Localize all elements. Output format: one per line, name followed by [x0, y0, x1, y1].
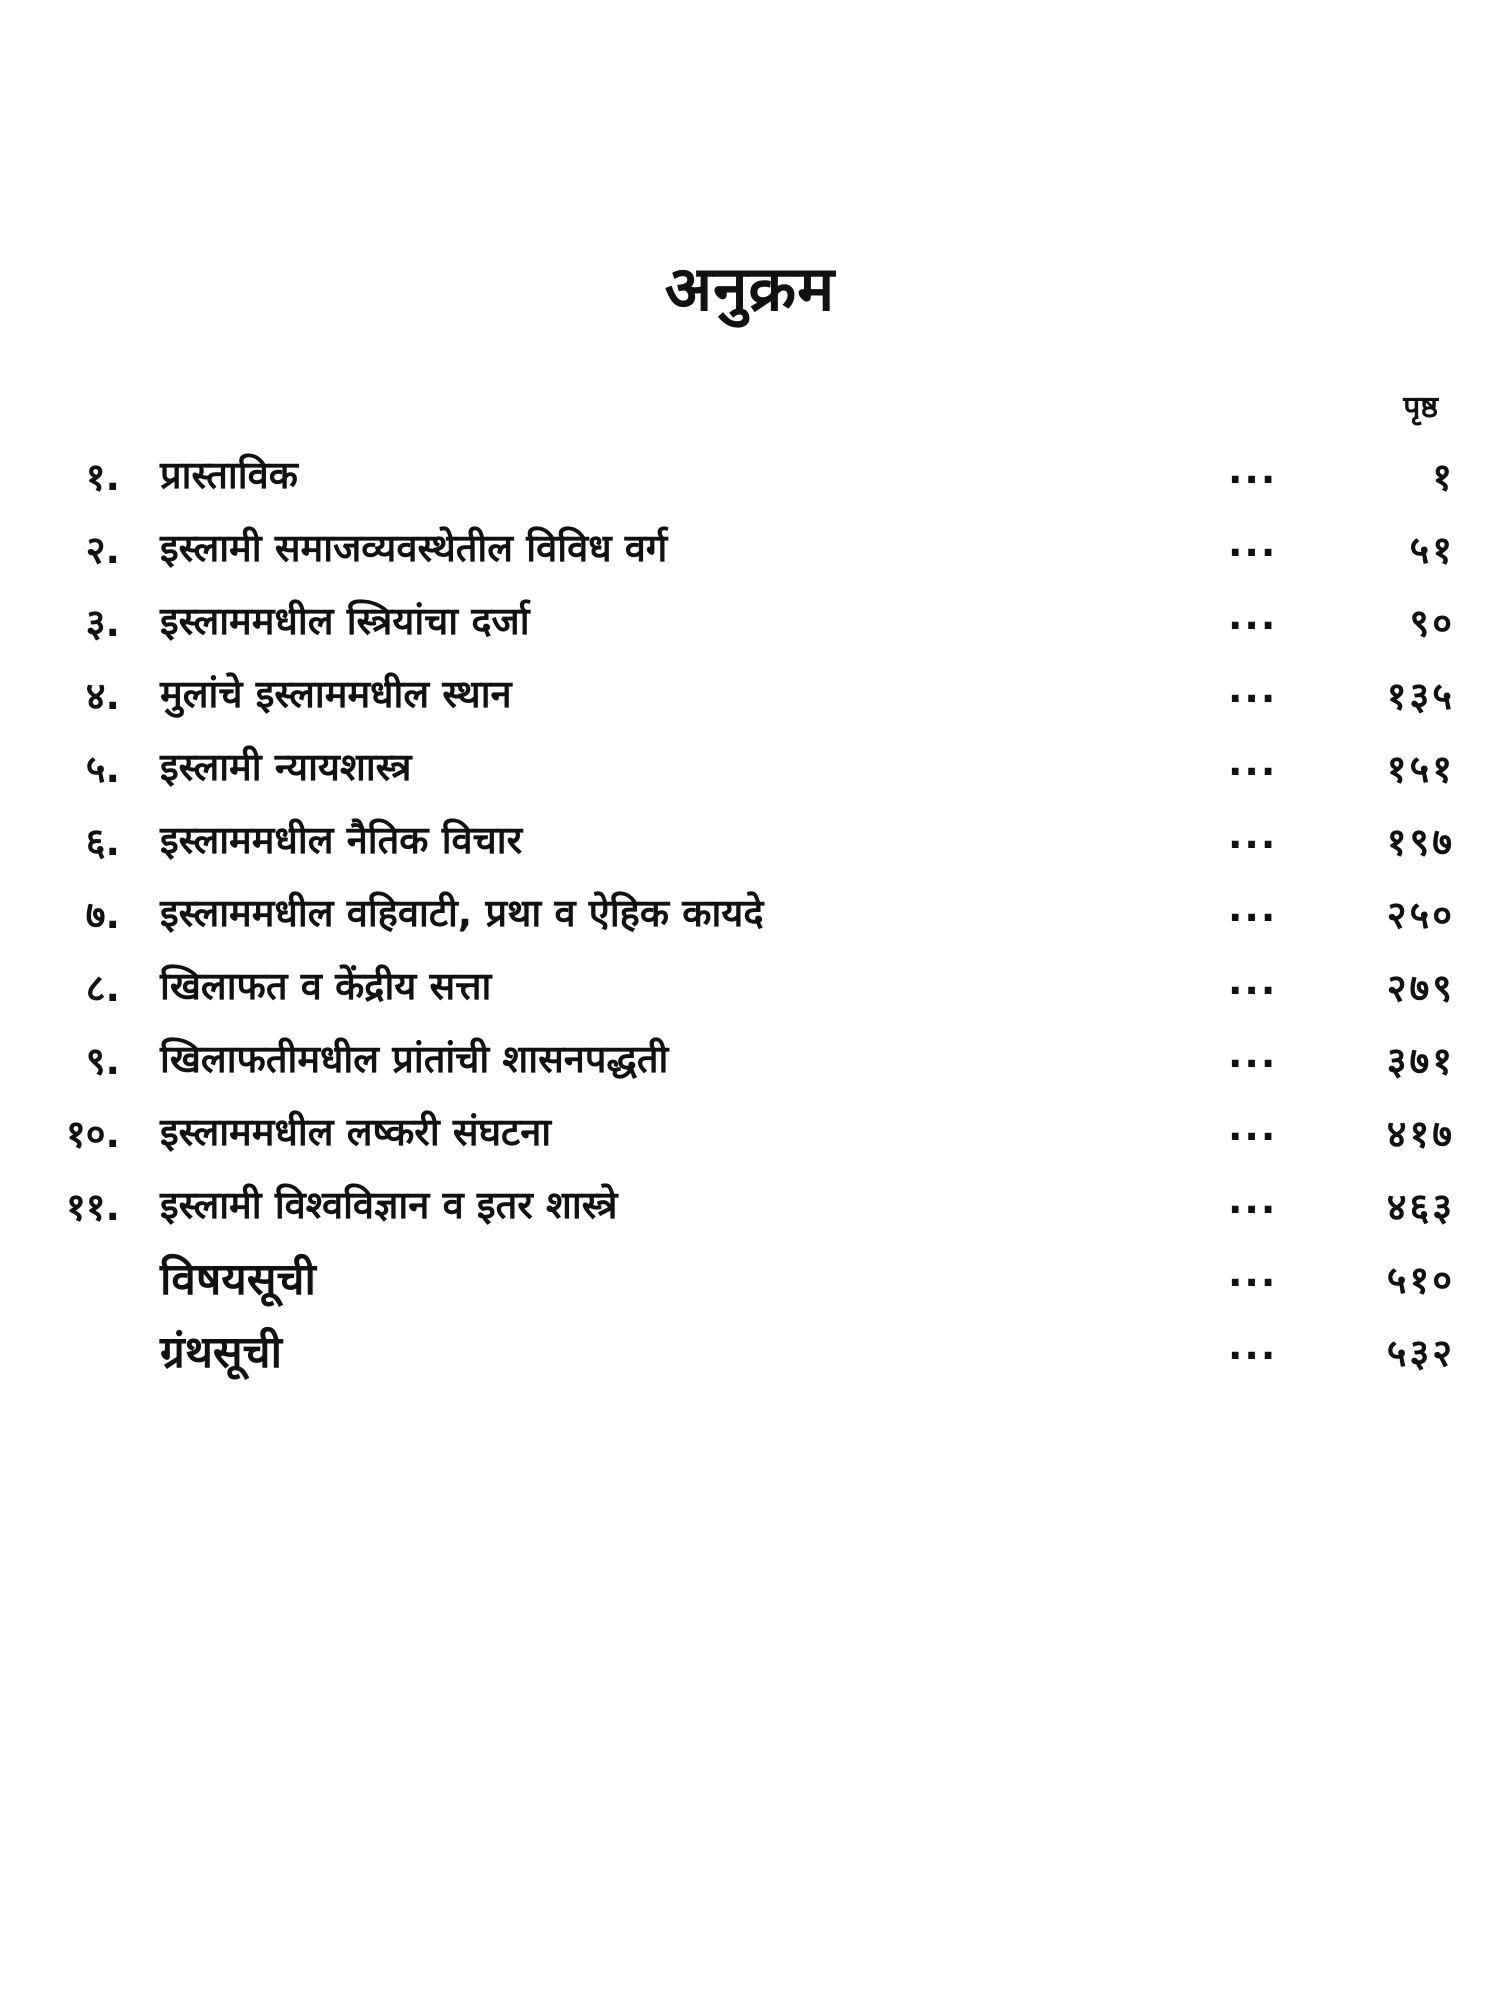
toc-entry-leader: ...	[1228, 740, 1278, 784]
toc-entry	[0, 440, 1500, 513]
toc-entry-page: २५०	[1386, 893, 1455, 937]
page-title: अनुक्रम	[664, 252, 836, 325]
toc-entry	[0, 1243, 1500, 1316]
toc-entry-title: इस्लाममधील वहिवाटी, प्रथा व ऐहिक कायदे	[160, 891, 764, 935]
toc-entry	[0, 805, 1500, 878]
toc-entry-leader: ...	[1228, 959, 1278, 1003]
toc-entry	[0, 586, 1500, 659]
toc-entry	[0, 1316, 1500, 1389]
toc-entry-title: इस्लाममधील नैतिक विचार	[160, 818, 523, 862]
toc-entry-page: ५१	[1409, 528, 1455, 572]
toc-entry-leader: ...	[1228, 1178, 1278, 1222]
toc-entry-page: १	[1432, 455, 1455, 499]
toc-entry	[0, 1024, 1500, 1097]
toc-entry-title: मुलांचे इस्लाममधील स्थान	[160, 672, 512, 716]
toc-entry-title: खिलाफत व केंद्रीय सत्ता	[160, 964, 492, 1008]
toc-entry-leader: ...	[1228, 1324, 1278, 1368]
toc-entry-number: ४.	[85, 674, 120, 718]
toc-entry-title: खिलाफतीमधील प्रांतांची शासनपद्धती	[160, 1037, 669, 1081]
toc-entry-page: ४१७	[1386, 1112, 1455, 1156]
toc-entry-number: ७.	[85, 893, 120, 937]
toc-entry-number: ८.	[85, 966, 120, 1010]
toc-entry-title: इस्लाममधील लष्करी संघटना	[160, 1110, 552, 1154]
toc-entry	[0, 1170, 1500, 1243]
toc-entry-title: इस्लामी विश्वविज्ञान व इतर शास्त्रे	[160, 1183, 618, 1227]
toc-entry-leader: ...	[1228, 886, 1278, 930]
toc-entry-leader: ...	[1228, 1032, 1278, 1076]
toc-entry-page: १९७	[1386, 820, 1455, 864]
toc-entry-number: ३.	[85, 601, 120, 645]
toc-entry-page: १३५	[1386, 674, 1455, 718]
toc-entry-page: ९०	[1409, 601, 1455, 645]
toc-entry-leader: ...	[1228, 1251, 1278, 1295]
toc-entry	[0, 951, 1500, 1024]
toc-entry-title: इस्लामी न्यायशास्त्र	[160, 745, 412, 789]
toc-entry-title: विषयसूची	[160, 1254, 316, 1305]
toc-entry-number: ११.	[66, 1185, 120, 1229]
toc-entry-number: १०.	[66, 1112, 120, 1156]
toc-entry-page: १५१	[1386, 747, 1455, 791]
toc-entry-number: ९.	[85, 1039, 120, 1083]
toc-entry	[0, 513, 1500, 586]
toc-entry-leader: ...	[1228, 594, 1278, 638]
page-column-label: पृष्ठ	[1403, 390, 1438, 425]
toc-entry	[0, 659, 1500, 732]
toc-entry-page: ५३२	[1386, 1331, 1455, 1375]
toc-entry-number: ६.	[85, 820, 120, 864]
toc-entry-title: ग्रंथसूची	[160, 1327, 283, 1378]
toc-entry-page: ३७१	[1386, 1039, 1455, 1083]
toc-entry	[0, 1097, 1500, 1170]
toc-entry-number: १.	[85, 455, 120, 499]
toc-entry-number: २.	[85, 528, 120, 572]
toc-entry-leader: ...	[1228, 813, 1278, 857]
toc-entry-page: २७९	[1386, 966, 1455, 1010]
toc-entry-title: प्रास्ताविक	[160, 453, 298, 497]
toc-entry-title: इस्लाममधील स्त्रियांचा दर्जा	[160, 599, 530, 643]
toc-entry-leader: ...	[1228, 521, 1278, 565]
toc-entry-page: ४६३	[1386, 1185, 1455, 1229]
toc-entry-title: इस्लामी समाजव्यवस्थेतील विविध वर्ग	[160, 526, 668, 570]
toc-entry-number: ५.	[85, 747, 120, 791]
toc-entry-leader: ...	[1228, 448, 1278, 492]
table-of-contents	[0, 440, 1500, 1389]
toc-entry-leader: ...	[1228, 1105, 1278, 1149]
toc-entry-page: ५१०	[1386, 1258, 1455, 1302]
toc-entry-leader: ...	[1228, 667, 1278, 711]
toc-entry	[0, 732, 1500, 805]
toc-entry	[0, 878, 1500, 951]
